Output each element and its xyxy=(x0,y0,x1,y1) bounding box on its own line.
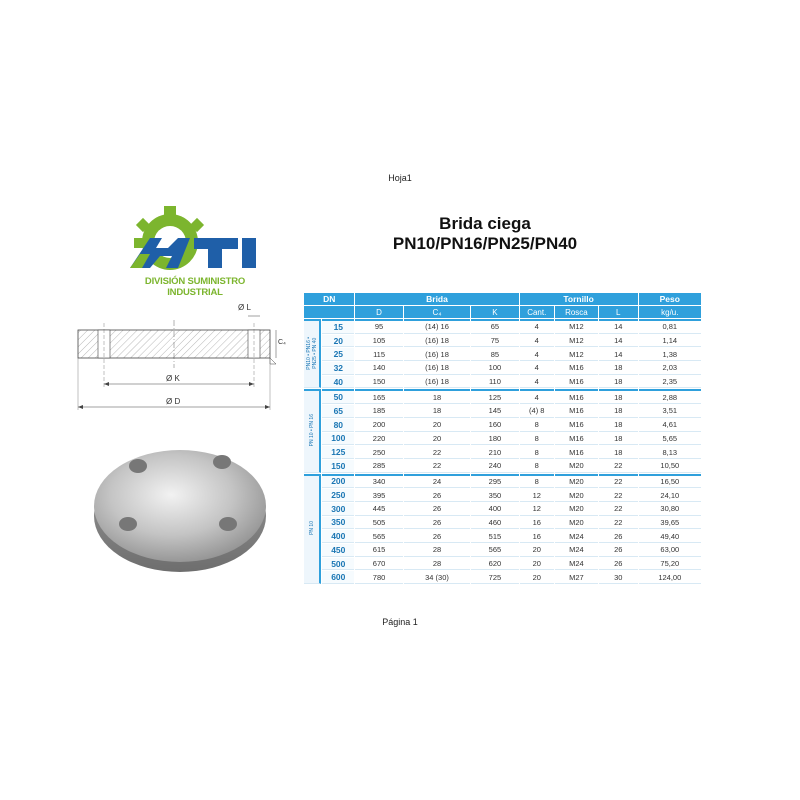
flange-technical-drawing xyxy=(70,298,285,418)
pressure-group-text: PN 10 • PN 16 xyxy=(308,414,315,447)
cell-cant: 20 xyxy=(520,558,554,571)
cell-l: 30 xyxy=(599,571,638,584)
cell-d: 185 xyxy=(355,405,402,418)
cell-peso: 30,80 xyxy=(639,503,701,516)
cell-dn: 65 xyxy=(322,405,354,418)
cell-k: 125 xyxy=(471,389,518,404)
table-row xyxy=(304,348,701,361)
cell-l: 18 xyxy=(599,433,638,446)
sheet-footer: Página 1 xyxy=(382,617,418,627)
header-d: D xyxy=(355,306,402,318)
cell-dn: 350 xyxy=(322,517,354,530)
table-row xyxy=(304,362,701,375)
cell-d: 780 xyxy=(355,571,402,584)
header-dn-sub xyxy=(304,306,354,318)
cell-k: 110 xyxy=(471,376,518,389)
header-cant: Cant. xyxy=(520,306,554,318)
cell-d: 140 xyxy=(355,362,402,375)
table-row xyxy=(304,474,701,489)
cell-d: 150 xyxy=(355,376,402,389)
cell-l: 18 xyxy=(599,362,638,375)
bolt-hole xyxy=(119,517,137,531)
cell-peso: 49,40 xyxy=(639,530,701,543)
header-brida: Brida xyxy=(355,293,518,305)
cell-dn: 125 xyxy=(322,446,354,459)
cell-k: 620 xyxy=(471,558,518,571)
cell-c4: 26 xyxy=(404,517,471,530)
cell-d: 250 xyxy=(355,446,402,459)
cell-l: 18 xyxy=(599,446,638,459)
cell-dn: 500 xyxy=(322,558,354,571)
cell-cant: 8 xyxy=(520,433,554,446)
cell-cant: 12 xyxy=(520,489,554,502)
cell-l: 14 xyxy=(599,348,638,361)
cell-d: 95 xyxy=(355,319,402,334)
cell-d: 200 xyxy=(355,419,402,432)
cell-peso: 2,35 xyxy=(639,376,701,389)
cell-c4: 22 xyxy=(404,446,471,459)
cell-dn: 25 xyxy=(322,348,354,361)
table-row xyxy=(304,433,701,446)
cell-cant: 8 xyxy=(520,474,554,489)
table-row xyxy=(304,460,701,473)
cell-d: 565 xyxy=(355,530,402,543)
cell-dn: 100 xyxy=(322,433,354,446)
label-C4: C₄ xyxy=(278,339,286,346)
cell-rosca: M20 xyxy=(555,474,598,489)
label-K: Ø K xyxy=(166,374,180,383)
table-row xyxy=(304,335,701,348)
cell-rosca: M12 xyxy=(555,319,598,334)
header-rosca: Rosca xyxy=(555,306,598,318)
cell-peso: 4,61 xyxy=(639,419,701,432)
table-row xyxy=(304,419,701,432)
cell-l: 18 xyxy=(599,419,638,432)
spec-table-body xyxy=(304,319,701,584)
cell-d: 115 xyxy=(355,348,402,361)
cell-c4: 22 xyxy=(404,460,471,473)
cell-cant: 8 xyxy=(520,446,554,459)
cell-c4: 20 xyxy=(404,419,471,432)
sheet-header: Hoja1 xyxy=(388,173,412,183)
cell-rosca: M20 xyxy=(555,460,598,473)
cell-l: 22 xyxy=(599,474,638,489)
cell-rosca: M16 xyxy=(555,389,598,404)
cell-k: 725 xyxy=(471,571,518,584)
cell-c4: 28 xyxy=(404,544,471,557)
cell-k: 295 xyxy=(471,474,518,489)
cell-rosca: M12 xyxy=(555,335,598,348)
cell-dn: 32 xyxy=(322,362,354,375)
cell-dn: 50 xyxy=(322,389,354,404)
pressure-group-text: PN 10 xyxy=(308,521,315,536)
cell-rosca: M24 xyxy=(555,544,598,557)
cell-cant: (4) 8 xyxy=(520,405,554,418)
bolt-hole xyxy=(219,517,237,531)
cell-c4: (16) 18 xyxy=(404,362,471,375)
blind-flange-photo xyxy=(92,428,272,578)
cell-c4: (16) 18 xyxy=(404,348,471,361)
pressure-group-text: PN10 • PN16 • PN25 • PN 40 xyxy=(305,336,318,370)
cell-k: 85 xyxy=(471,348,518,361)
cell-k: 180 xyxy=(471,433,518,446)
cell-l: 22 xyxy=(599,489,638,502)
cell-c4: 20 xyxy=(404,433,471,446)
cell-cant: 8 xyxy=(520,419,554,432)
cell-peso: 8,13 xyxy=(639,446,701,459)
cell-c4: (14) 16 xyxy=(404,319,471,334)
cell-dn: 250 xyxy=(322,489,354,502)
title-line-1: Brida ciega xyxy=(439,214,531,233)
cell-d: 670 xyxy=(355,558,402,571)
cell-k: 460 xyxy=(471,517,518,530)
cell-rosca: M12 xyxy=(555,348,598,361)
table-row xyxy=(304,489,701,502)
cell-cant: 12 xyxy=(520,503,554,516)
cell-l: 26 xyxy=(599,530,638,543)
cell-cant: 4 xyxy=(520,362,554,375)
cell-d: 395 xyxy=(355,489,402,502)
cell-rosca: M27 xyxy=(555,571,598,584)
cell-k: 145 xyxy=(471,405,518,418)
cell-d: 445 xyxy=(355,503,402,516)
header-kgu: kg/u. xyxy=(639,306,701,318)
table-row xyxy=(304,376,701,389)
cell-peso: 5,65 xyxy=(639,433,701,446)
flange-spec-table xyxy=(303,292,702,585)
cell-dn: 15 xyxy=(322,319,354,334)
cell-l: 18 xyxy=(599,389,638,404)
cell-peso: 124,00 xyxy=(639,571,701,584)
cell-d: 505 xyxy=(355,517,402,530)
cell-d: 615 xyxy=(355,544,402,557)
cell-k: 75 xyxy=(471,335,518,348)
cell-rosca: M24 xyxy=(555,558,598,571)
table-row xyxy=(304,446,701,459)
cell-l: 22 xyxy=(599,460,638,473)
cell-peso: 2,88 xyxy=(639,389,701,404)
cell-peso: 10,50 xyxy=(639,460,701,473)
cell-k: 515 xyxy=(471,530,518,543)
bolt-hole xyxy=(213,455,231,469)
cell-l: 26 xyxy=(599,544,638,557)
cell-k: 100 xyxy=(471,362,518,375)
cell-peso: 75,20 xyxy=(639,558,701,571)
cell-k: 210 xyxy=(471,446,518,459)
cell-peso: 24,10 xyxy=(639,489,701,502)
cell-peso: 2,03 xyxy=(639,362,701,375)
cell-peso: 3,51 xyxy=(639,405,701,418)
logo-subtitle: DIVISIÓN SUMINISTRO INDUSTRIAL xyxy=(144,276,246,298)
cell-dn: 200 xyxy=(322,474,354,489)
cell-cant: 4 xyxy=(520,319,554,334)
cell-c4: (16) 18 xyxy=(404,335,471,348)
cell-d: 165 xyxy=(355,389,402,404)
cell-d: 220 xyxy=(355,433,402,446)
cell-cant: 8 xyxy=(520,460,554,473)
cell-rosca: M24 xyxy=(555,530,598,543)
header-peso: Peso xyxy=(639,293,701,305)
cell-c4: 28 xyxy=(404,558,471,571)
table-row xyxy=(304,503,701,516)
table-row xyxy=(304,571,701,584)
label-L: Ø L xyxy=(238,303,251,312)
pressure-group-label xyxy=(304,474,321,585)
cell-c4: 18 xyxy=(404,389,471,404)
cell-d: 105 xyxy=(355,335,402,348)
cell-d: 285 xyxy=(355,460,402,473)
cell-rosca: M16 xyxy=(555,376,598,389)
cell-cant: 16 xyxy=(520,517,554,530)
table-row xyxy=(304,389,701,404)
cell-k: 65 xyxy=(471,319,518,334)
cell-c4: 34 (30) xyxy=(404,571,471,584)
table-row xyxy=(304,558,701,571)
cell-d: 340 xyxy=(355,474,402,489)
cell-c4: 18 xyxy=(404,405,471,418)
cell-c4: 26 xyxy=(404,489,471,502)
header-c4: C₄ xyxy=(404,306,471,318)
cell-cant: 4 xyxy=(520,389,554,404)
cell-c4: 24 xyxy=(404,474,471,489)
cell-rosca: M16 xyxy=(555,405,598,418)
cell-l: 14 xyxy=(599,319,638,334)
cell-k: 400 xyxy=(471,503,518,516)
cell-rosca: M16 xyxy=(555,419,598,432)
table-row xyxy=(304,517,701,530)
cell-c4: 26 xyxy=(404,530,471,543)
header-k: K xyxy=(471,306,518,318)
cell-rosca: M20 xyxy=(555,517,598,530)
cell-peso: 16,50 xyxy=(639,474,701,489)
cell-peso: 0,81 xyxy=(639,319,701,334)
cell-peso: 1,14 xyxy=(639,335,701,348)
cell-l: 14 xyxy=(599,335,638,348)
label-D: Ø D xyxy=(166,397,181,406)
cell-dn: 80 xyxy=(322,419,354,432)
cell-c4: (16) 18 xyxy=(404,376,471,389)
cell-rosca: M20 xyxy=(555,503,598,516)
pressure-group-label xyxy=(304,389,321,472)
header-dn: DN xyxy=(304,293,354,305)
cell-peso: 63,00 xyxy=(639,544,701,557)
cell-cant: 20 xyxy=(520,544,554,557)
cell-l: 18 xyxy=(599,405,638,418)
cell-dn: 20 xyxy=(322,335,354,348)
header-l: L xyxy=(599,306,638,318)
cell-k: 160 xyxy=(471,419,518,432)
table-row xyxy=(304,544,701,557)
title-line-2: PN10/PN16/PN25/PN40 xyxy=(392,234,578,253)
cell-dn: 450 xyxy=(322,544,354,557)
table-row xyxy=(304,405,701,418)
cell-cant: 20 xyxy=(520,571,554,584)
page-title xyxy=(370,214,600,254)
cell-l: 22 xyxy=(599,503,638,516)
table-row xyxy=(304,319,701,334)
cell-dn: 400 xyxy=(322,530,354,543)
cell-dn: 300 xyxy=(322,503,354,516)
cell-cant: 4 xyxy=(520,376,554,389)
bolt-hole xyxy=(129,459,147,473)
logo-text: MTI xyxy=(120,200,122,201)
cell-rosca: M16 xyxy=(555,362,598,375)
cell-rosca: M16 xyxy=(555,446,598,459)
cell-cant: 4 xyxy=(520,335,554,348)
cell-dn: 40 xyxy=(322,376,354,389)
cell-cant: 4 xyxy=(520,348,554,361)
table-row xyxy=(304,530,701,543)
cell-c4: 26 xyxy=(404,503,471,516)
cell-l: 22 xyxy=(599,517,638,530)
cell-l: 26 xyxy=(599,558,638,571)
cell-k: 240 xyxy=(471,460,518,473)
cell-k: 350 xyxy=(471,489,518,502)
cell-dn: 600 xyxy=(322,571,354,584)
cell-cant: 16 xyxy=(520,530,554,543)
cell-dn: 150 xyxy=(322,460,354,473)
cell-peso: 39,65 xyxy=(639,517,701,530)
cell-rosca: M20 xyxy=(555,489,598,502)
cell-peso: 1,38 xyxy=(639,348,701,361)
cell-l: 18 xyxy=(599,376,638,389)
cell-k: 565 xyxy=(471,544,518,557)
pressure-group-label xyxy=(304,319,321,388)
cell-rosca: M16 xyxy=(555,433,598,446)
header-tornillo: Tornillo xyxy=(520,293,638,305)
